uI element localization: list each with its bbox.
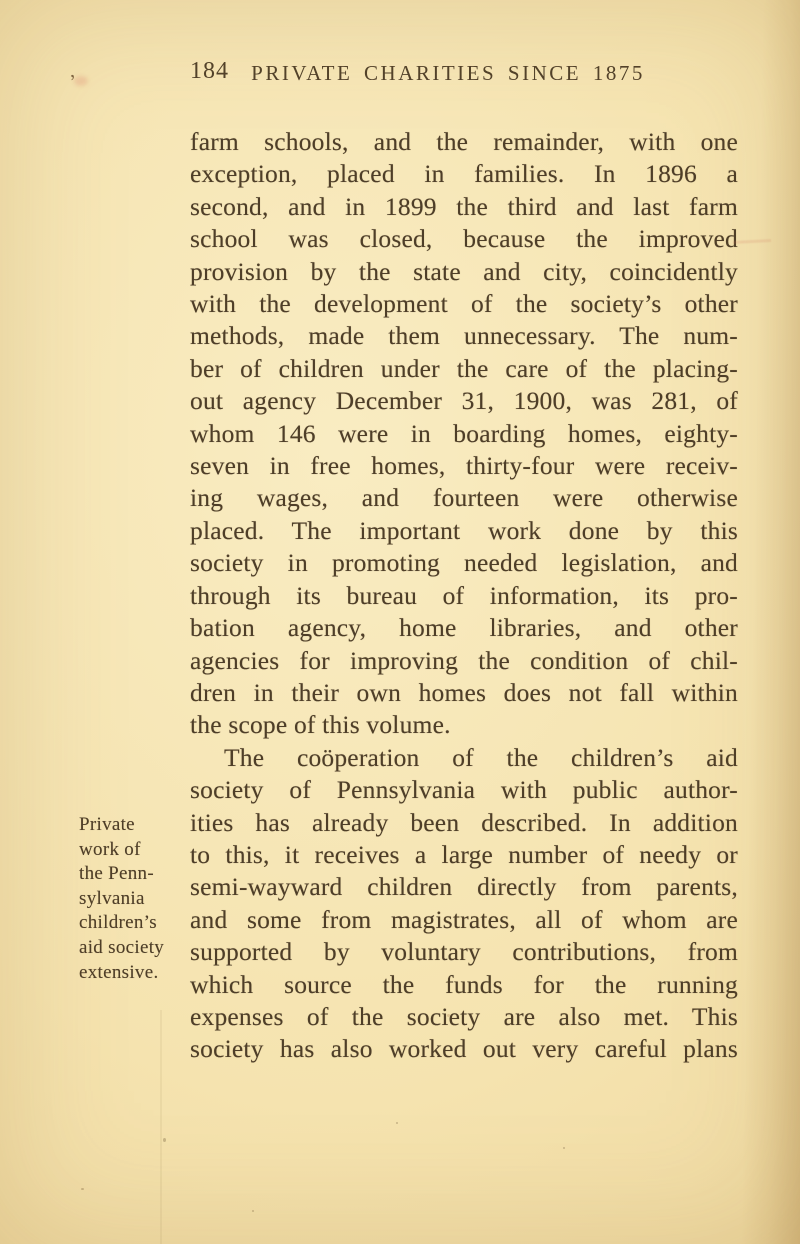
body-text-line: placed. The important work done by this bbox=[190, 515, 738, 545]
ink-smudge-blur bbox=[74, 76, 88, 86]
margin-note-line: extensive. bbox=[79, 961, 159, 983]
paper-crease bbox=[160, 1010, 162, 1244]
paper-speck bbox=[252, 1210, 254, 1212]
body-text-line: The coöperation of the children’s aid bbox=[224, 742, 738, 772]
paper-streak bbox=[733, 239, 771, 244]
body-text-line: ities has already been described. In addition bbox=[190, 807, 738, 837]
page-number: 184 bbox=[190, 58, 229, 84]
body-text-line: whom 146 were in boarding homes, eighty- bbox=[190, 418, 738, 448]
margin-note-line: children’s bbox=[79, 912, 157, 934]
body-text-line: out agency December 31, 1900, was 281, of bbox=[190, 386, 738, 416]
margin-note-line: the Penn- bbox=[79, 863, 154, 885]
body-text-line: and some from magistrates, all of whom are bbox=[190, 904, 738, 934]
ink-smudge-mark: , bbox=[66, 59, 77, 83]
paper-speck bbox=[81, 1188, 84, 1190]
margin-note-line: work of bbox=[79, 838, 141, 860]
running-title: PRIVATE CHARITIES SINCE 1875 bbox=[251, 61, 645, 85]
body-text-line: which source the funds for the running bbox=[190, 969, 738, 999]
margin-note-line: aid society bbox=[79, 936, 165, 958]
body-text-line: society of Pennsylvania with public author- bbox=[190, 775, 738, 805]
body-text-line: methods, made them unnecessary. The num- bbox=[190, 321, 738, 351]
body-text-line: with the development of the society’s other bbox=[190, 289, 738, 319]
paper-speck bbox=[163, 1138, 166, 1142]
body-text-line: ber of children under the care of the placing- bbox=[190, 353, 738, 383]
body-text-line: farm schools, and the remainder, with one bbox=[190, 127, 738, 156]
body-text-line: agencies for improving the condition of chil- bbox=[190, 645, 738, 675]
body-text-line: semi-wayward children directly from parents, bbox=[190, 872, 738, 902]
body-text-line: second, and in 1899 the third and last farm bbox=[190, 191, 738, 221]
body-text-line: ing wages, and fourteen were otherwise bbox=[190, 483, 738, 513]
page-edge-shading bbox=[741, 0, 800, 1244]
body-text-line: exception, placed in families. In 1896 a bbox=[190, 159, 738, 189]
body-text-line: dren in their own homes does not fall within bbox=[190, 677, 738, 707]
body-text-line: society has also worked out very careful plans bbox=[190, 1034, 738, 1064]
margin-note-line: sylvania bbox=[79, 887, 145, 909]
body-text-line: bation agency, home libraries, and other bbox=[190, 613, 738, 643]
body-text-line: seven in free homes, thirty-four were receiv- bbox=[190, 451, 738, 481]
body-text-line: expenses of the society are also met. This bbox=[190, 1001, 738, 1031]
paper-speck bbox=[563, 1147, 565, 1149]
body-text-line: the scope of this volume. bbox=[190, 710, 451, 740]
body-text-line: through its bureau of information, its pro- bbox=[190, 580, 738, 610]
paper-speck bbox=[396, 1122, 398, 1124]
body-text-line: school was closed, because the improved bbox=[190, 224, 738, 254]
body-text-line: to this, it receives a large number of needy or bbox=[190, 839, 738, 869]
body-text-line: supported by voluntary contributions, from bbox=[190, 937, 738, 967]
body-text-line: society in promoting needed legislation, and bbox=[190, 548, 738, 578]
body-text bbox=[190, 126, 738, 1066]
margin-note bbox=[79, 813, 197, 985]
margin-note-line: Private bbox=[79, 814, 135, 835]
body-text-line: provision by the state and city, coincidently bbox=[190, 256, 738, 286]
